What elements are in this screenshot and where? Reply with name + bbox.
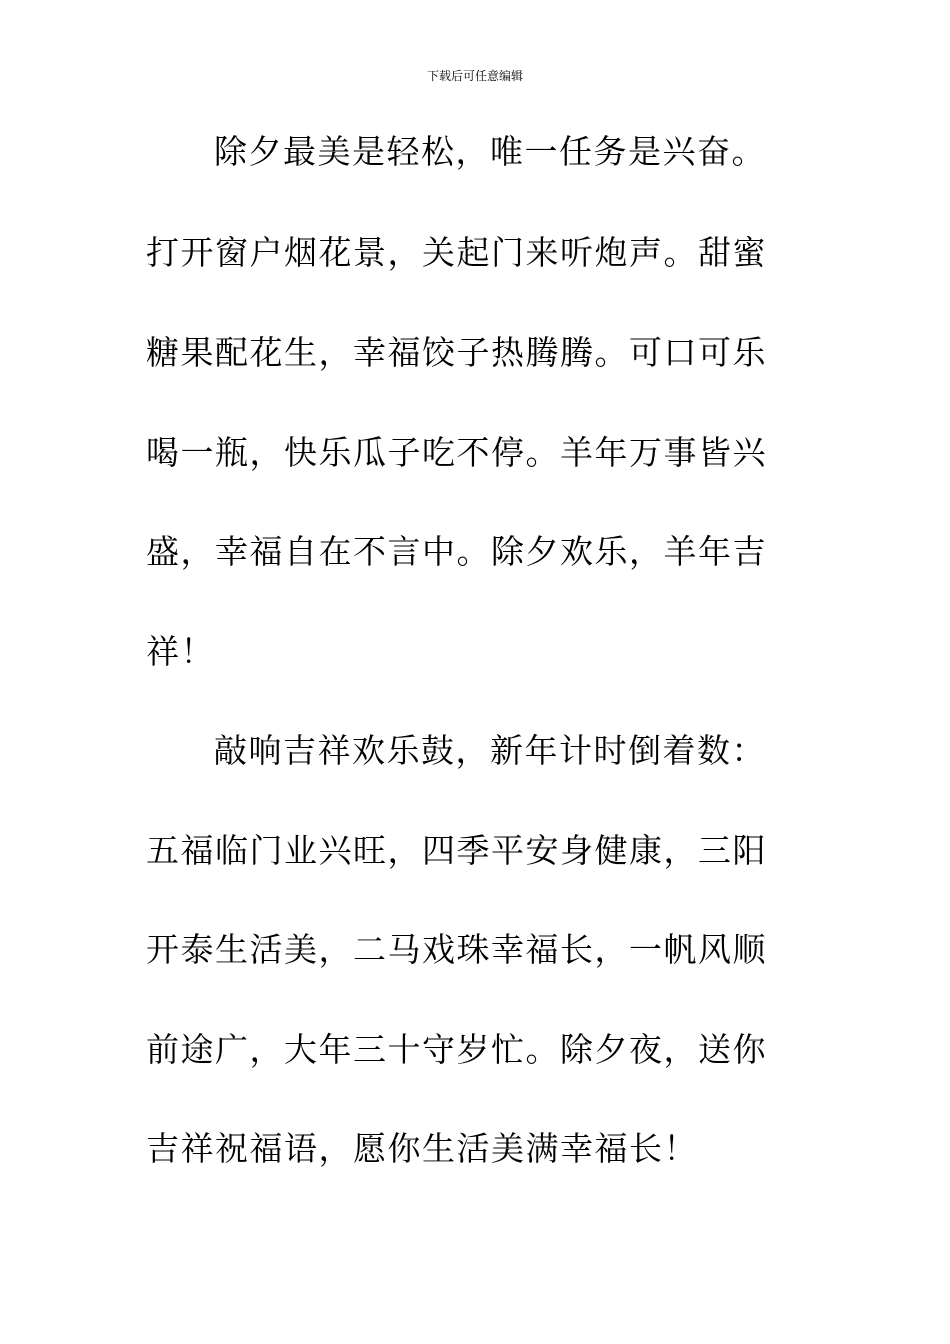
paragraph-2-line-3: 开泰生活美，二马戏珠幸福长，一帆风顺 bbox=[146, 930, 767, 969]
paragraph-1-line-2: 打开窗户烟花景，关起门来听炮声。甜蜜 bbox=[146, 233, 767, 272]
paragraph-2-line-5: 吉祥祝福语，愿你生活美满幸福长！ bbox=[146, 1129, 698, 1168]
paragraph-1-line-5: 盛，幸福自在不言中。除夕欢乐，羊年吉 bbox=[146, 532, 767, 571]
paragraph-1-line-4: 喝一瓶，快乐瓜子吃不停。羊年万事皆兴 bbox=[146, 433, 767, 472]
paragraph-2-line-1: 敲响吉祥欢乐鼓，新年计时倒着数： bbox=[214, 731, 766, 770]
paragraph-2-line-4: 前途广，大年三十守岁忙。除夕夜，送你 bbox=[146, 1030, 767, 1069]
paragraph-1-line-1: 除夕最美是轻松，唯一任务是兴奋。 bbox=[214, 132, 766, 171]
page-header: 下载后可任意编辑 bbox=[426, 69, 523, 83]
paragraph-2-line-2: 五福临门业兴旺，四季平安身健康，三阳 bbox=[146, 831, 767, 870]
paragraph-1-line-6: 祥！ bbox=[146, 632, 215, 671]
paragraph-1-line-3: 糖果配花生，幸福饺子热腾腾。可口可乐 bbox=[146, 333, 767, 372]
